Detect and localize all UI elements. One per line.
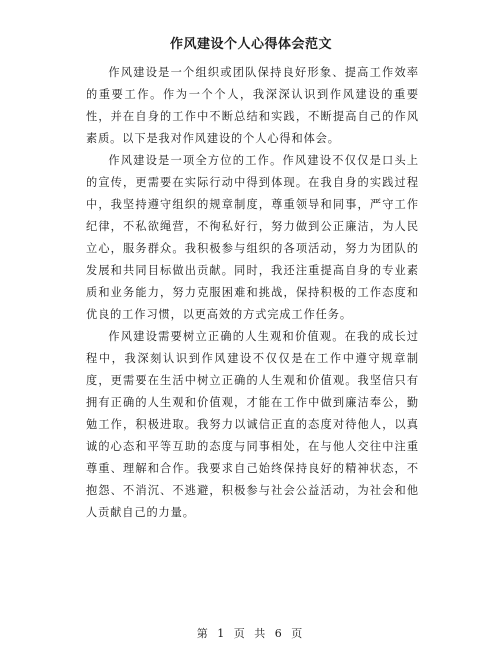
page-number-footer: 第 1 页 共 6 页 bbox=[196, 627, 306, 640]
paragraph-values: 作风建设需要树立正确的人生观和价值观。在我的成长过程中，我深刻认识到作风建设不仅仅是在工作中遵守规章制度，更需要在生活中树立正确的人生观和价值观。我坚信只有拥有正确的人生观和价值观，才能在工作中做到廉洁奉公，勤勉工作，积极进取。我努力以诚信正直的态度对待他人，以真诚的心态和平等互助的态度与同事相处，在与他人交往中注重尊重、理解和合作。我要求自己始终保持良好的精神状态，不抱怨、不消沉、不逃避，积极参与社会公益活动，为社会和他人贡献自己的力量。 bbox=[86, 330, 419, 519]
paragraph-comprehensive-work: 作风建设是一项全方位的工作。作风建设不仅仅是口头上的宣传，更需要在实际行动中得到体现。在我自身的实践过程中，我坚持遵守组织的规章制度，尊重领导和同事，严守工作纪律，不私欲绳营，不徇私好行，努力做到公正廉洁，为人民立心，服务群众。我积极参与组织的各项活动，努力为团队的发展和共同目标做出贡献。同时，我还注重提高自身的专业素质和业务能力，努力克服困难和挑战，保持积极的工作态度和优良的工作习惯，以更高效的方式完成工作任务。 bbox=[86, 154, 419, 321]
document-body bbox=[86, 62, 419, 524]
paragraph-intro: 作风建设是一个组织或团队保持良好形象、提高工作效率的重要工作。作为一个个人，我深深认识到作风建设的重要性，并在自身的工作中不断总结和实践，不断提高自己的作风素质。以下是我对作风建设的个人心得和体会。 bbox=[86, 66, 419, 145]
document-title: 作风建设个人心得体会范文 bbox=[169, 37, 332, 52]
